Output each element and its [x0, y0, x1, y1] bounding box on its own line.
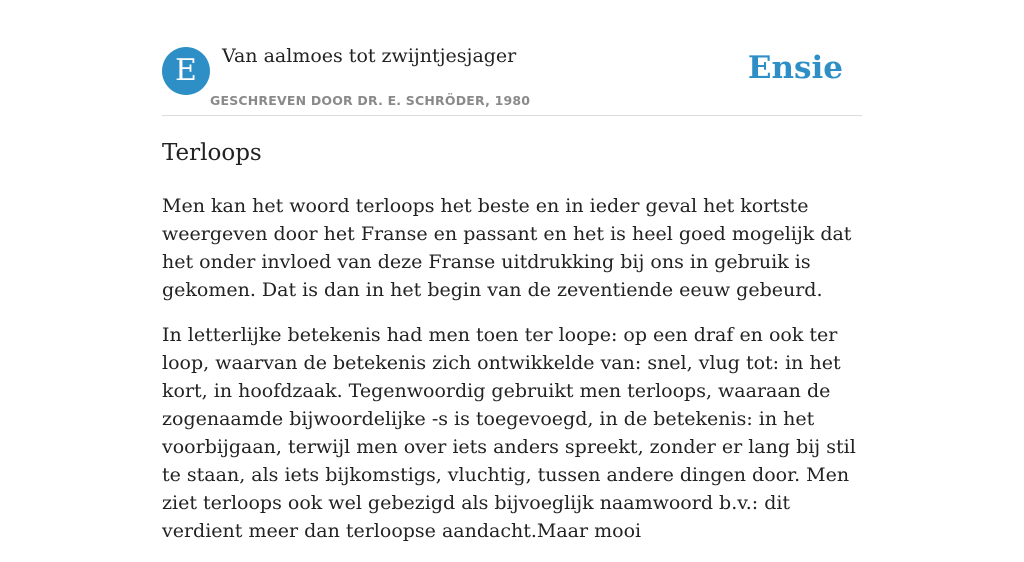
ensie-logo-icon[interactable]: E — [162, 47, 210, 95]
article-page — [162, 0, 862, 542]
body-paragraph: In letterlijke betekenis had men toen ter loope: op een draf en ook ter loop, waarvan de betekenis zich ontwikkelde van: snel, vlug tot: in het kort, in hoofdzaak. Tegenwoordig gebruikt men terloops, waaraan de zogenaamde bijwoordelijke -s is toegevoegd, in de betekenis: in het voorbijgaan, terwijl men over iets anders spreekt, zonder er lang bij stil te staan, als iets bijkomstigs, vluchtig, tussen andere dingen door. Men ziet terloops ook wel gebezigd als bijvoeglijk naamwoord b.v.: dit verdient meer dan terloopse aandacht.Maar mooi — [162, 324, 856, 542]
entry-title: Terloops — [162, 140, 262, 166]
body-paragraph: Men kan het woord terloops het beste en in ieder geval het kortste weergeven door het Franse en passant en het is heel goed mogelijk dat het onder invloed van deze Franse uitdrukking bij ons in gebruik is gekomen. Dat is dan in het begin van de zeventiende eeuw gebeurd. — [162, 195, 852, 301]
entry-body — [162, 192, 864, 562]
author-byline: GESCHREVEN DOOR DR. E. SCHRÖDER, 1980 — [210, 93, 531, 108]
brand-logo[interactable]: Ensie — [747, 50, 843, 86]
page-header — [162, 0, 862, 116]
book-title[interactable]: Van aalmoes tot zwijntjesjager — [222, 45, 517, 67]
